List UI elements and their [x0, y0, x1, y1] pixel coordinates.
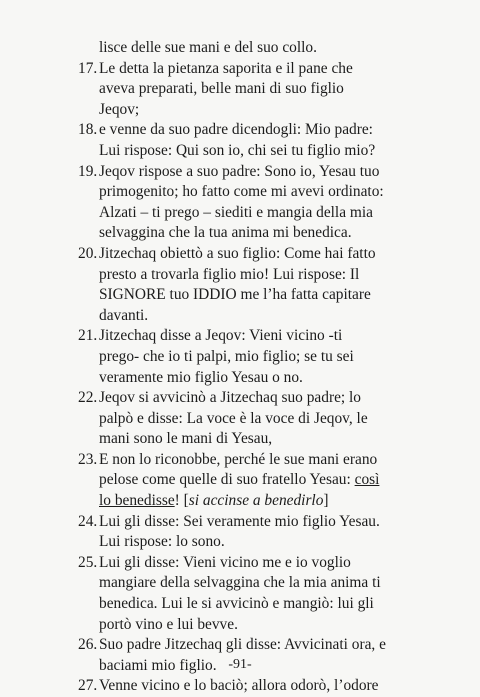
verse-continuation: lisce delle sue mani e del suo collo.: [99, 39, 317, 56]
underlined-text: lo benedisse: [99, 492, 175, 510]
verse-20-line: SIGNORE tuo IDDIO me l’ha fatta capitare: [99, 286, 371, 304]
verse-20-line: presto a trovarla figlio mio! Lui rispose: Il: [99, 265, 360, 283]
verse-23-line: pelose come quelle di suo fratello Yesau: così: [99, 471, 380, 489]
verse-number: 19.: [78, 162, 98, 180]
verse-19-line: Alzati – ti prego – siediti e mangia della mia: [99, 203, 373, 221]
verse-23-line: lo benedisse! [si accinse a benedirlo]: [99, 492, 329, 510]
verse-number: 20.: [78, 244, 98, 262]
verse-number: 18.: [78, 121, 98, 139]
verse-25-line: mangiare della selvaggina che la mia anima ti: [99, 574, 381, 592]
verse-19-line: primogenito; ho fatto come mi avevi ordinato:: [99, 183, 384, 201]
verse-22: 22. Jeqov si avvicinò a Jitzechaq suo padre; lo: [78, 388, 438, 409]
verse-18-line: Lui rispose: Qui son io, chi sei tu figlio mio?: [99, 141, 376, 159]
verse-number: 26.: [78, 636, 98, 654]
verse-26-line: baciami mio figlio.: [99, 656, 217, 674]
verse-21: 21. Jitzechaq disse a Jeqov: Vieni vicino -ti: [78, 326, 438, 347]
verse-26: 26. Suo padre Jitzechaq gli disse: Avvicinati ora, e: [78, 635, 438, 656]
verse-21-line: veramente mio figlio Yesau o no.: [99, 368, 303, 386]
verse-22-line: mani sono le mani di Yesau,: [99, 430, 273, 448]
underlined-text: così: [354, 471, 380, 489]
verse-22-line: palpò e disse: La voce è la voce di Jeqov, le: [99, 409, 368, 427]
verse-24-line: Lui rispose: lo sono.: [99, 533, 225, 551]
verse-19: 19. Jeqov rispose a suo padre: Sono io, Yesau tuo: [78, 162, 438, 183]
verse-number: 25.: [78, 553, 98, 571]
italic-gloss: si accinse a benedirlo: [188, 492, 324, 510]
verse-25-line: portò vino e lui bevve.: [99, 615, 238, 633]
verse-25: 25. Lui gli disse: Vieni vicino me e io voglio: [78, 553, 438, 574]
verse-18: 18. e venne da suo padre dicendogli: Mio padre:: [78, 120, 438, 141]
verse-20: 20. Jitzechaq obiettò a suo figlio: Come hai fatto: [78, 244, 438, 265]
verse-20-line: davanti.: [99, 306, 149, 324]
verse-27: 27. Venne vicino e lo baciò; allora odorò, l’odore: [78, 676, 438, 697]
verse-21-line: prego- che io ti palpi, mio figlio; se tu sei: [99, 347, 354, 365]
verse-number: 24.: [78, 512, 98, 530]
verse-19-line: selvaggina che la tua anima mi benedica.: [99, 224, 352, 242]
verse-number: 27.: [78, 677, 98, 695]
verse-17-line: Jeqov;: [99, 100, 140, 118]
verse-17-line: aveva preparati, belle mani di suo figlio: [99, 80, 344, 98]
verse-25-line: benedica. Lui le si avvicinò e mangiò: lui gli: [99, 595, 374, 613]
verse-24: 24. Lui gli disse: Sei veramente mio figlio Yesau.: [78, 512, 438, 533]
verse-number: 17.: [78, 59, 98, 77]
page-number: -91-: [228, 657, 252, 672]
verse-23: 23. E non lo riconobbe, perché le sue mani erano: [78, 450, 438, 471]
verse-17: 17. Le detta la pietanza saporita e il pane che: [78, 59, 438, 80]
verse-number: 22.: [78, 389, 98, 407]
verse-number: 21.: [78, 327, 98, 345]
verse-number: 23.: [78, 450, 98, 468]
scripture-text: [78, 38, 438, 697]
